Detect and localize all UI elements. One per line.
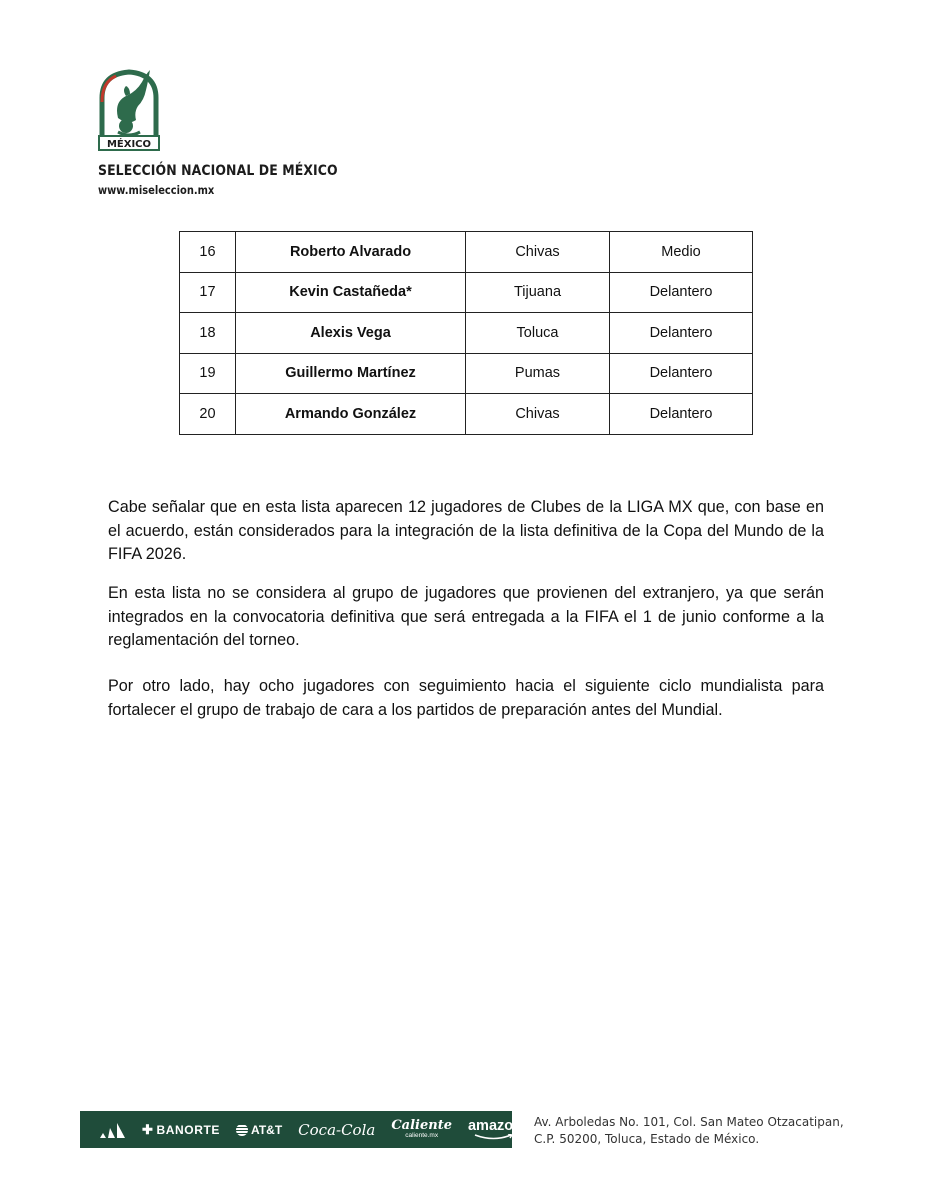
player-number: 19 [180,353,236,394]
organization-url: www.miseleccion.mx [98,183,215,197]
address-line-2: C.P. 50200, Toluca, Estado de México. [534,1132,760,1146]
player-number: 16 [180,232,236,273]
player-club: Chivas [466,394,610,435]
player-club: Pumas [466,353,610,394]
player-name: Guillermo Martínez [236,353,466,394]
banorte-mark-icon: ✚ [142,1121,154,1137]
player-club: Chivas [466,232,610,273]
player-name: Alexis Vega [236,313,466,354]
table-row [180,232,753,273]
table-row [180,313,753,354]
banorte-label: BANORTE [156,1122,221,1137]
player-name: Armando González [236,394,466,435]
table-row [180,272,753,313]
federation-logo [96,62,162,152]
player-position: Medio [610,232,753,273]
table-row [180,394,753,435]
organization-name: SELECCIÓN NACIONAL DE MÉXICO [98,163,338,179]
player-number: 20 [180,394,236,435]
player-number: 18 [180,313,236,354]
player-name: Roberto Alvarado [236,232,466,273]
att-label: AT&T [251,1122,283,1137]
att-logo [236,1123,282,1137]
banorte-logo [142,1122,220,1138]
player-position: Delantero [610,313,753,354]
address-line-1: Av. Arboledas No. 101, Col. San Mateo Otzacatipan, [534,1115,844,1129]
logo-text: MÉXICO [106,139,152,150]
coca-cola-logo: Coca-Cola [298,1120,376,1139]
caliente-logo [391,1119,452,1140]
att-globe-icon [236,1124,248,1136]
paragraph-liga-mx-players: Cabe señalar que en esta lista aparecen 12 jugadores de Clubes de la LIGA MX que, con base en el acuerdo, están considerados para la integración de la lista definitiva de la Copa del Mundo de la FIFA 2026. [108,498,824,563]
eagle-crest-icon [96,62,162,152]
caliente-label: Caliente [391,1118,452,1134]
paragraph-next-cycle: Por otro lado, hay ocho jugadores con seguimiento hacia el siguiente ciclo mundialista para fortalecer el grupo de trabajo de cara a los partidos de preparación antes del Mundial. [108,677,824,719]
player-position: Delantero [610,353,753,394]
player-position: Delantero [610,394,753,435]
adidas-logo-icon [100,1122,126,1138]
player-position: Delantero [610,272,753,313]
amazon-label: amazon [467,1118,522,1135]
federation-address [534,1114,844,1148]
sponsor-band [80,1111,522,1148]
table-row [180,353,753,394]
amazon-smile-icon [474,1134,514,1140]
paragraph-foreign-players: En esta lista no se considera al grupo de jugadores que provienen del extranjero, ya que serán integrados en la convocatoria definitiva que será entregada a la FIFA el 1 de junio conforme a la reglamentación del torneo. [108,584,824,649]
player-number: 17 [180,272,236,313]
amazon-logo [468,1119,522,1140]
player-club: Toluca [466,313,610,354]
player-name: Kevin Castañeda* [236,272,466,313]
caliente-url: caliente.mx [405,1132,439,1140]
player-club: Tijuana [466,272,610,313]
roster-table [179,231,753,435]
